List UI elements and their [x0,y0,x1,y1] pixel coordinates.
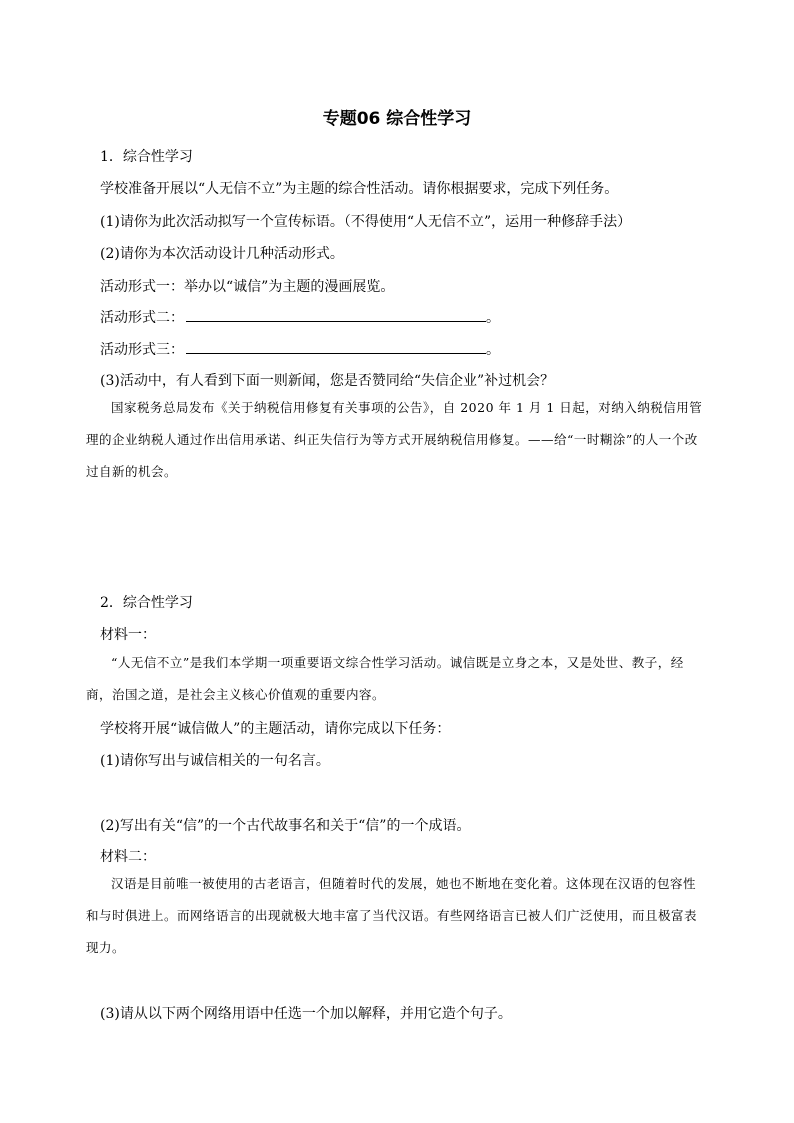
period: 。 [486,342,500,358]
activity-form-1: 活动形式一：举办以“诚信”为主题的漫画展览。 [100,279,395,295]
question-1-task-2: (2)请你为本次活动设计几种活动形式。 [100,246,344,262]
question-1-task-3: (3)活动中，有人看到下面一则新闻，您是否赞同给“失信企业”补过机会？ [100,373,555,389]
activity-form-2-label: 活动形式二： [100,310,184,326]
material-2-passage: 汉语是目前唯一被使用的古老语言，但随着时代的发展，她也不断地在变化着。这体现在汉语的包容性和与时俱进上。而网络语言的出现就极大地丰富了当代汉语。有些网络语言已被人们广泛使用，而且极富表现力。 [86,876,698,955]
period: 。 [486,310,500,326]
answer-blank-form-3[interactable] [186,339,486,354]
activity-form-2 [100,307,500,327]
question-1-intro: 学校准备开展以“人无信不立”为主题的综合性活动。请你根据要求，完成下列任务。 [100,181,619,197]
activity-form-3-label: 活动形式三： [100,342,184,358]
page-title: 专题06 综合性学习 [322,109,472,129]
answer-blank-form-2[interactable] [186,307,486,322]
question-2-task-2: (2)写出有关“信”的一个古代故事名和关于“信”的一个成语。 [100,818,471,834]
activity-form-3 [100,339,500,359]
material-2-label: 材料二： [100,849,156,865]
question-2-task-3: (3)请从以下两个网络用语中任选一个加以解释，并用它造个句子。 [100,1006,512,1022]
question-2-heading: 2．综合性学习 [100,595,193,611]
material-1-label: 材料一： [100,627,156,643]
question-1-task-1: (1)请你为此次活动拟写一个宣传标语。（不得使用“人无信不立”，运用一种修辞手法） [100,214,632,230]
news-passage: 国家税务总局发布《关于纳税信用修复有关事项的公告》，自 2020 年 1 月 1 日起，对纳入纳税信用管理的企业纳税人通过作出信用承诺、纠正失信行为等方式开展纳税信用修复。——给“一时糊涂”的人一个改过自新的机会。 [86,400,703,479]
material-1-passage: “人无信不立”是我们本学期一项重要语文综合性学习活动。诚信既是立身之本，又是处世、教子，经商，治国之道，是社会主义核心价值观的重要内容。 [86,655,684,702]
question-2-task-1: (1)请你写出与诚信相关的一句名言。 [100,753,330,769]
question-1-heading: 1．综合性学习 [100,149,193,165]
question-2-intro: 学校将开展“诚信做人”的主题活动，请你完成以下任务： [100,721,451,737]
